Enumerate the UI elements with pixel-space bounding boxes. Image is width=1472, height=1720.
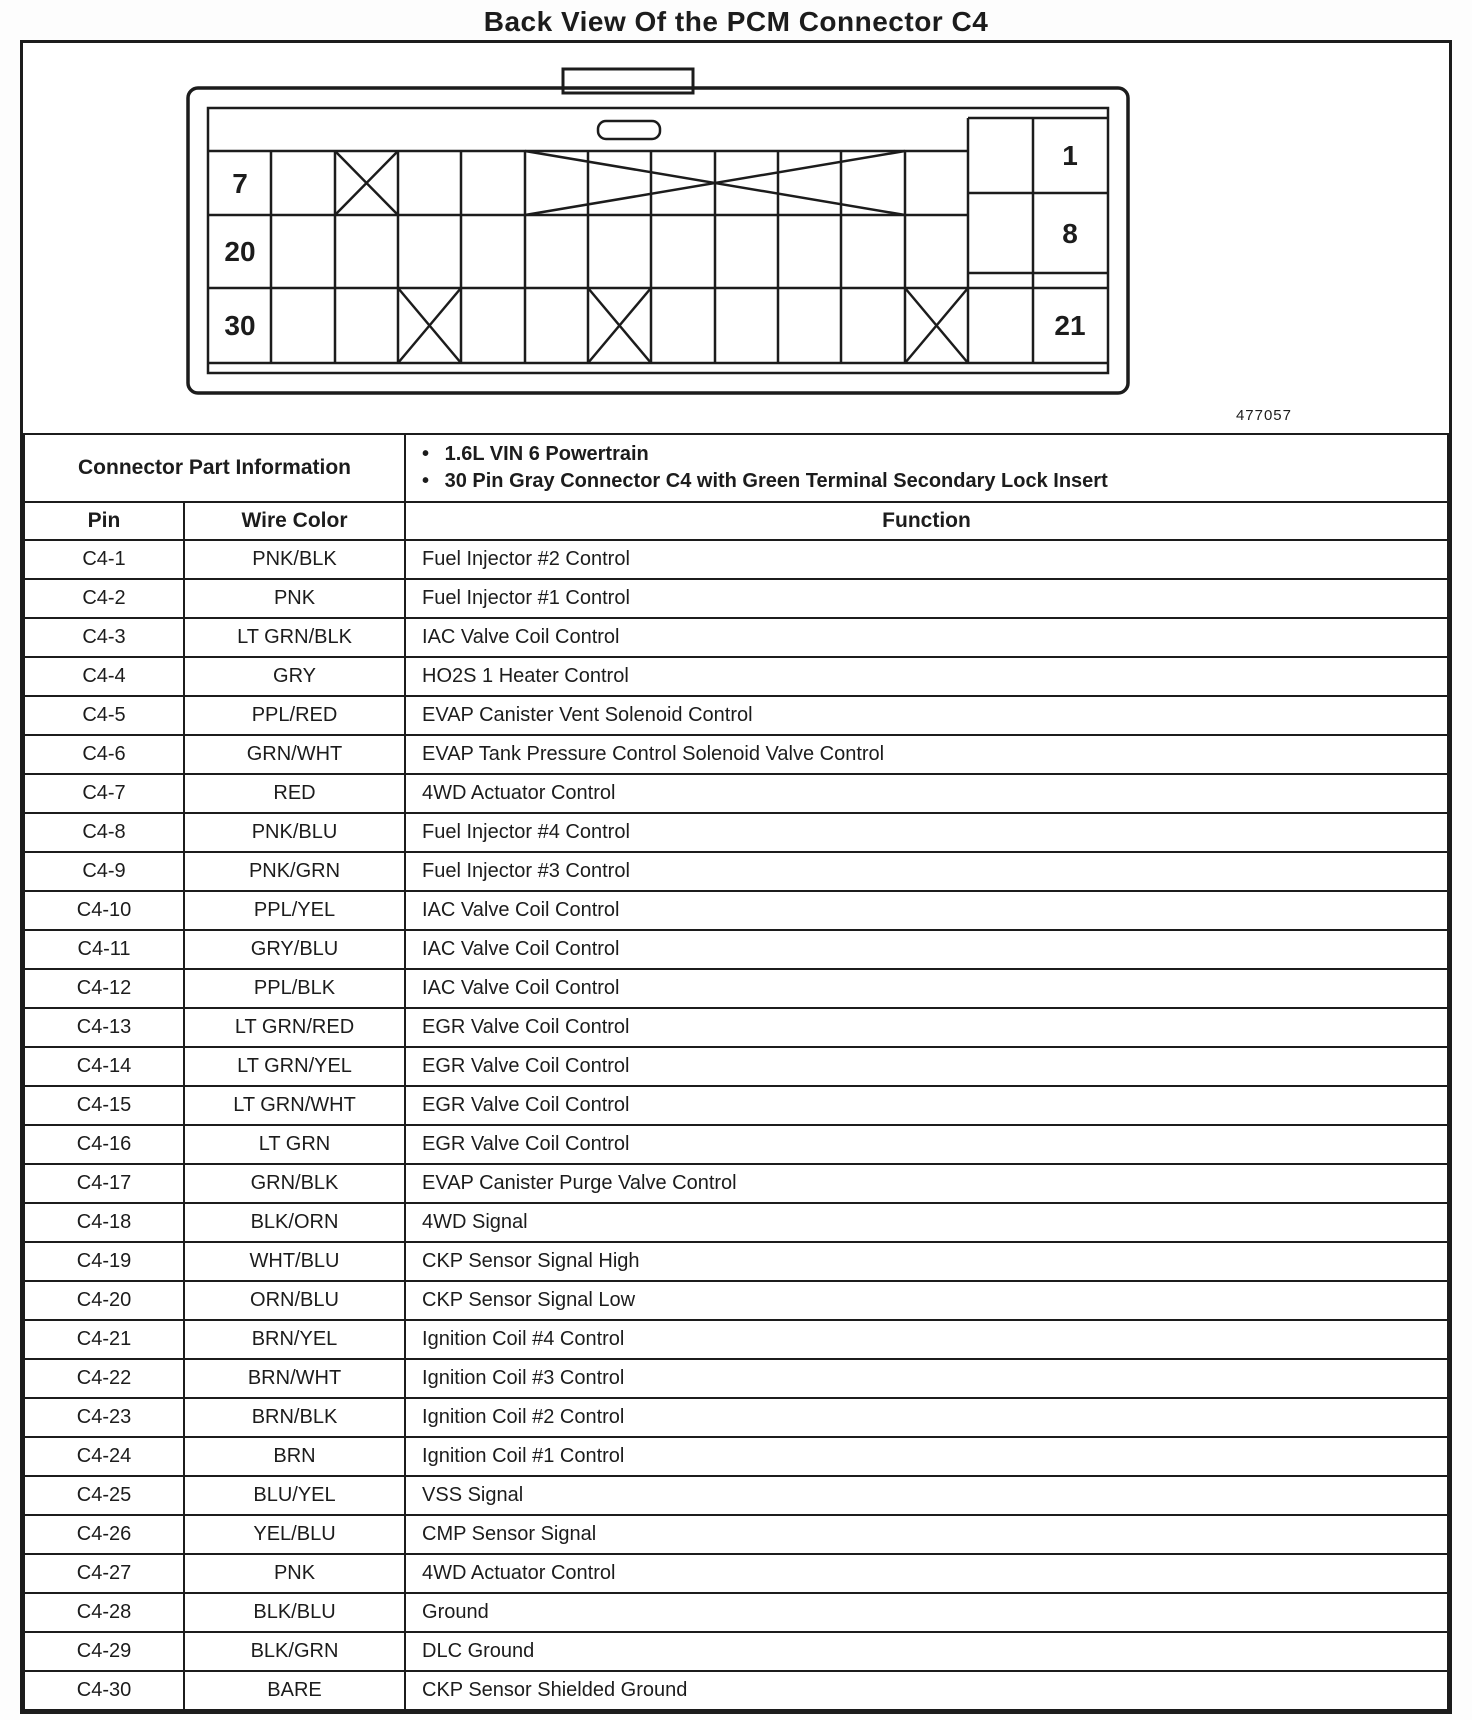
wire-color-cell: PPL/BLK (184, 969, 405, 1008)
wire-color-cell: PNK (184, 579, 405, 618)
wire-color-cell: PNK/BLU (184, 813, 405, 852)
table-row (24, 891, 1448, 930)
pin-cell: C4-21 (24, 1320, 184, 1359)
function-cell: EGR Valve Coil Control (405, 1125, 1448, 1164)
pin-table (23, 433, 1449, 1711)
pin-cell: C4-5 (24, 696, 184, 735)
table-row (24, 735, 1448, 774)
pinout-table-area (23, 433, 1449, 1711)
table-row (24, 1125, 1448, 1164)
wire-color-cell: BRN/YEL (184, 1320, 405, 1359)
page-title: Back View Of the PCM Connector C4 (483, 6, 989, 37)
function-cell: VSS Signal (405, 1476, 1448, 1515)
pin-cell: C4-15 (24, 1086, 184, 1125)
wire-color-cell: BARE (184, 1671, 405, 1710)
right-cavity-lines (968, 118, 1108, 363)
part-info-bullet-2 (422, 470, 1447, 493)
table-row (24, 1632, 1448, 1671)
pin-cell: C4-14 (24, 1047, 184, 1086)
table-row (24, 1593, 1448, 1632)
table-row (24, 1398, 1448, 1437)
pin-cell: C4-26 (24, 1515, 184, 1554)
pin-cell: C4-25 (24, 1476, 184, 1515)
wire-color-cell: RED (184, 774, 405, 813)
table-row (24, 1671, 1448, 1710)
function-cell: Fuel Injector #4 Control (405, 813, 1448, 852)
part-info-label: Connector Part Information (24, 434, 405, 502)
pin-cell: C4-16 (24, 1125, 184, 1164)
pin-label-1: 1 (1062, 140, 1078, 171)
table-row (24, 1164, 1448, 1203)
function-cell: Fuel Injector #2 Control (405, 540, 1448, 579)
pin-cell: C4-23 (24, 1398, 184, 1437)
pin-label-21: 21 (1054, 310, 1086, 341)
pin-cell: C4-18 (24, 1203, 184, 1242)
table-row (24, 774, 1448, 813)
function-cell: EGR Valve Coil Control (405, 1086, 1448, 1125)
wire-color-cell: LT GRN/WHT (184, 1086, 405, 1125)
table-row (24, 1203, 1448, 1242)
wire-color-cell: WHT/BLU (184, 1242, 405, 1281)
function-cell: Ignition Coil #2 Control (405, 1398, 1448, 1437)
table-row (24, 1359, 1448, 1398)
wire-color-cell: BLK/ORN (184, 1203, 405, 1242)
function-cell: EVAP Canister Vent Solenoid Control (405, 696, 1448, 735)
wire-color-cell: GRN/WHT (184, 735, 405, 774)
table-row (24, 930, 1448, 969)
column-header-wire-color: Wire Color (184, 502, 405, 540)
figure-number: 477057 (1235, 407, 1292, 424)
function-cell: Fuel Injector #3 Control (405, 852, 1448, 891)
wire-color-cell: PNK/GRN (184, 852, 405, 891)
function-cell: Ignition Coil #4 Control (405, 1320, 1448, 1359)
wire-color-cell: PPL/RED (184, 696, 405, 735)
function-cell: Ignition Coil #1 Control (405, 1437, 1448, 1476)
table-row (24, 1515, 1448, 1554)
wire-color-cell: LT GRN/YEL (184, 1047, 405, 1086)
function-cell: IAC Valve Coil Control (405, 930, 1448, 969)
wire-color-cell: BRN (184, 1437, 405, 1476)
table-row (24, 1242, 1448, 1281)
wire-color-cell: GRN/BLK (184, 1164, 405, 1203)
function-cell: EVAP Canister Purge Valve Control (405, 1164, 1448, 1203)
function-cell: 4WD Actuator Control (405, 1554, 1448, 1593)
table-row (24, 1281, 1448, 1320)
pin-cell: C4-4 (24, 657, 184, 696)
pin-cell: C4-28 (24, 1593, 184, 1632)
pin-cell: C4-19 (24, 1242, 184, 1281)
table-row (24, 540, 1448, 579)
table-row (24, 657, 1448, 696)
column-header-row (24, 502, 1448, 540)
function-cell: 4WD Signal (405, 1203, 1448, 1242)
wire-color-cell: BRN/WHT (184, 1359, 405, 1398)
table-row (24, 1476, 1448, 1515)
table-row (24, 1086, 1448, 1125)
pin-cell: C4-13 (24, 1008, 184, 1047)
function-cell: CKP Sensor Signal High (405, 1242, 1448, 1281)
connector-diagram (23, 43, 1455, 433)
function-cell: CKP Sensor Shielded Ground (405, 1671, 1448, 1710)
pin-cell: C4-1 (24, 540, 184, 579)
part-info-bullet-1-text: 1.6L VIN 6 Powertrain (444, 443, 649, 465)
wire-color-cell: PPL/YEL (184, 891, 405, 930)
pin-cell: C4-8 (24, 813, 184, 852)
function-cell: HO2S 1 Heater Control (405, 657, 1448, 696)
wire-color-cell: GRY (184, 657, 405, 696)
pin-cell: C4-3 (24, 618, 184, 657)
pin-cell: C4-6 (24, 735, 184, 774)
function-cell: 4WD Actuator Control (405, 774, 1448, 813)
table-row (24, 696, 1448, 735)
function-cell: Fuel Injector #1 Control (405, 579, 1448, 618)
pin-label-7: 7 (232, 168, 248, 199)
function-cell: EVAP Tank Pressure Control Solenoid Valve Control (405, 735, 1448, 774)
function-cell: CMP Sensor Signal (405, 1515, 1448, 1554)
table-row (24, 813, 1448, 852)
function-cell: Ground (405, 1593, 1448, 1632)
function-cell: Ignition Coil #3 Control (405, 1359, 1448, 1398)
wire-color-cell: ORN/BLU (184, 1281, 405, 1320)
function-cell: EGR Valve Coil Control (405, 1008, 1448, 1047)
table-row (24, 618, 1448, 657)
part-info-bullet-2-text: 30 Pin Gray Connector C4 with Green Terminal Secondary Lock Insert (444, 470, 1108, 492)
table-row (24, 1008, 1448, 1047)
wire-color-cell: LT GRN/BLK (184, 618, 405, 657)
wire-color-cell: BLK/GRN (184, 1632, 405, 1671)
wire-color-cell: LT GRN/RED (184, 1008, 405, 1047)
function-cell: CKP Sensor Signal Low (405, 1281, 1448, 1320)
function-cell: IAC Valve Coil Control (405, 969, 1448, 1008)
pin-cell: C4-30 (24, 1671, 184, 1710)
pin-cell: C4-12 (24, 969, 184, 1008)
table-row (24, 969, 1448, 1008)
pin-table-body (24, 540, 1448, 1710)
column-header-function: Function (405, 502, 1448, 540)
wire-color-cell: BRN/BLK (184, 1398, 405, 1437)
wire-color-cell: PNK (184, 1554, 405, 1593)
wire-color-cell: BLK/BLU (184, 1593, 405, 1632)
function-cell: IAC Valve Coil Control (405, 891, 1448, 930)
wire-color-cell: LT GRN (184, 1125, 405, 1164)
wire-color-cell: YEL/BLU (184, 1515, 405, 1554)
connector-inner-outline (208, 108, 1108, 373)
pin-label-30: 30 (224, 310, 256, 341)
table-row (24, 1554, 1448, 1593)
table-row (24, 1320, 1448, 1359)
keying-slot (598, 121, 660, 139)
pin-cell: C4-17 (24, 1164, 184, 1203)
pin-cell: C4-10 (24, 891, 184, 930)
part-info-bullet-1 (422, 443, 1447, 466)
pin-cell: C4-9 (24, 852, 184, 891)
function-cell: DLC Ground (405, 1632, 1448, 1671)
pin-cell: C4-27 (24, 1554, 184, 1593)
table-row (24, 579, 1448, 618)
table-row (24, 1047, 1448, 1086)
pin-label-8: 8 (1062, 218, 1078, 249)
pin-cell: C4-7 (24, 774, 184, 813)
wire-color-cell: GRY/BLU (184, 930, 405, 969)
pin-cell: C4-24 (24, 1437, 184, 1476)
pin-cell: C4-11 (24, 930, 184, 969)
table-row (24, 1437, 1448, 1476)
wire-color-cell: PNK/BLK (184, 540, 405, 579)
table-row (24, 852, 1448, 891)
wire-color-cell: BLU/YEL (184, 1476, 405, 1515)
pin-cell: C4-20 (24, 1281, 184, 1320)
connector-outline (188, 88, 1128, 393)
function-cell: IAC Valve Coil Control (405, 618, 1448, 657)
pin-label-20: 20 (224, 236, 256, 267)
content-frame (20, 40, 1452, 1714)
part-info-row (24, 434, 1448, 502)
pin-cell: C4-2 (24, 579, 184, 618)
part-info-details (405, 434, 1448, 502)
function-cell: EGR Valve Coil Control (405, 1047, 1448, 1086)
connector-diagram-area (23, 43, 1449, 433)
pin-cell: C4-22 (24, 1359, 184, 1398)
pin-cell: C4-29 (24, 1632, 184, 1671)
column-header-pin: Pin (24, 502, 184, 540)
